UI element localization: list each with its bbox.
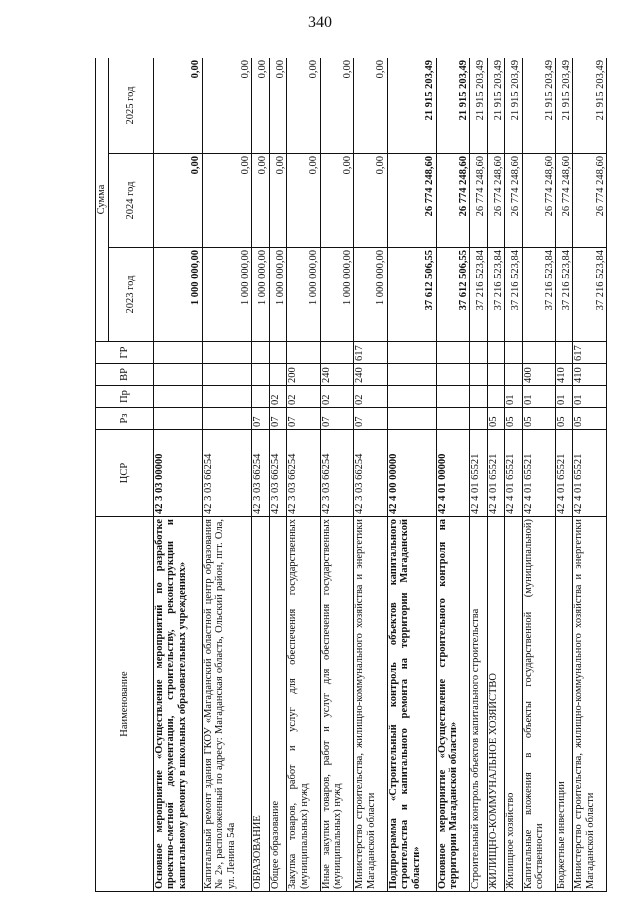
cell-2025: 0,00 xyxy=(202,58,251,154)
cell-name: Бюджетные инвестиции xyxy=(556,517,573,892)
table-row xyxy=(470,58,487,892)
cell-pr xyxy=(387,386,436,408)
header-vr: ВР xyxy=(96,364,154,386)
cell-pr: 02 xyxy=(354,386,387,408)
cell-gr xyxy=(269,342,286,364)
cell-name: ЖИЛИЩНО-КОММУНАЛЬНОЕ ХОЗЯЙСТВО xyxy=(487,517,504,892)
cell-2024: 0,00 xyxy=(269,154,286,248)
cell-pr xyxy=(252,386,269,408)
cell-vr: 240 xyxy=(354,364,387,386)
cell-gr xyxy=(287,342,320,364)
cell-gr xyxy=(487,342,504,364)
cell-name: Строительный контроль объектов капитального строительства xyxy=(470,517,487,892)
cell-vr xyxy=(470,364,487,386)
cell-2025: 21 915 203,49 xyxy=(470,58,487,154)
cell-vr: 200 xyxy=(287,364,320,386)
cell-name: Капитальные вложения в объекты государственной (муниципальной) собственности xyxy=(522,517,555,892)
cell-csr: 42 4 01 65521 xyxy=(505,430,522,517)
cell-2024: 26 774 248,60 xyxy=(573,154,607,248)
cell-2023: 1 000 000,00 xyxy=(252,248,269,342)
cell-vr xyxy=(505,364,522,386)
cell-name: Министерство строительства, жилищно-коммунального хозяйства и энергетики Магаданской области xyxy=(573,517,607,892)
cell-vr xyxy=(436,364,469,386)
cell-name: Основное мероприятие «Осуществление мероприятий по разработке проектно-сметной документации, строительству, реконструкции и капитальному ремонту в школьных образовательных учреждениях» xyxy=(153,517,202,892)
cell-rz xyxy=(436,408,469,430)
cell-rz: 07 xyxy=(252,408,269,430)
cell-gr xyxy=(202,342,251,364)
cell-vr xyxy=(269,364,286,386)
cell-2023: 1 000 000,00 xyxy=(202,248,251,342)
table-row xyxy=(487,58,504,892)
cell-2025: 0,00 xyxy=(320,58,353,154)
table-row xyxy=(252,58,269,892)
cell-vr: 410 xyxy=(556,364,573,386)
table-body xyxy=(153,58,607,892)
cell-2025: 0,00 xyxy=(287,58,320,154)
table-row xyxy=(354,58,387,892)
cell-name: Подпрограмма «Строительный контроль объектов капитального строительства и капитального ремонта на территории Магаданской области» xyxy=(387,517,436,892)
cell-2023: 37 216 523,84 xyxy=(556,248,573,342)
cell-rz xyxy=(470,408,487,430)
table-row xyxy=(573,58,607,892)
cell-2024: 0,00 xyxy=(354,154,387,248)
cell-2024: 26 774 248,60 xyxy=(487,154,504,248)
cell-csr: 42 3 03 66254 xyxy=(287,430,320,517)
cell-2023: 37 216 523,84 xyxy=(487,248,504,342)
cell-rz: 05 xyxy=(487,408,504,430)
header-csr: ЦСР xyxy=(96,430,154,517)
cell-csr: 42 3 03 66254 xyxy=(354,430,387,517)
cell-csr: 42 4 01 00000 xyxy=(436,430,469,517)
cell-pr: 01 xyxy=(556,386,573,408)
cell-2024: 26 774 248,60 xyxy=(556,154,573,248)
cell-pr: 01 xyxy=(573,386,607,408)
cell-name: ОБРАЗОВАНИЕ xyxy=(252,517,269,892)
table-row xyxy=(320,58,353,892)
cell-2023: 37 216 523,84 xyxy=(522,248,555,342)
cell-csr: 42 3 03 66254 xyxy=(320,430,353,517)
budget-table xyxy=(95,58,607,892)
cell-name: Закупка товаров, работ и услуг для обеспечения государственных (муниципальных) нужд xyxy=(287,517,320,892)
cell-gr xyxy=(387,342,436,364)
cell-csr: 42 4 01 65521 xyxy=(573,430,607,517)
cell-2023: 1 000 000,00 xyxy=(269,248,286,342)
cell-gr xyxy=(470,342,487,364)
header-2024: 2024 год xyxy=(108,154,153,248)
cell-rz: 05 xyxy=(556,408,573,430)
table-row xyxy=(202,58,251,892)
table-row xyxy=(522,58,555,892)
cell-rz: 07 xyxy=(269,408,286,430)
cell-2023: 37 216 523,84 xyxy=(573,248,607,342)
cell-csr: 42 4 01 65521 xyxy=(470,430,487,517)
cell-gr xyxy=(522,342,555,364)
cell-rz: 07 xyxy=(320,408,353,430)
cell-2024: 26 774 248,60 xyxy=(436,154,469,248)
cell-csr: 42 3 03 00000 xyxy=(153,430,202,517)
cell-2024: 26 774 248,60 xyxy=(387,154,436,248)
cell-2024: 0,00 xyxy=(287,154,320,248)
cell-csr: 42 3 03 66254 xyxy=(252,430,269,517)
cell-vr: 400 xyxy=(522,364,555,386)
cell-rz: 05 xyxy=(522,408,555,430)
cell-2024: 26 774 248,60 xyxy=(522,154,555,248)
header-2025: 2025 год xyxy=(108,58,153,154)
cell-2025: 0,00 xyxy=(354,58,387,154)
cell-pr xyxy=(470,386,487,408)
cell-2023: 1 000 000,00 xyxy=(354,248,387,342)
header-row-1 xyxy=(96,58,109,892)
header-2023: 2023 год xyxy=(108,248,153,342)
cell-csr: 42 4 00 00000 xyxy=(387,430,436,517)
cell-2024: 0,00 xyxy=(153,154,202,248)
cell-2025: 0,00 xyxy=(269,58,286,154)
table-row xyxy=(436,58,469,892)
cell-rz xyxy=(387,408,436,430)
cell-2024: 26 774 248,60 xyxy=(505,154,522,248)
cell-rz: 07 xyxy=(287,408,320,430)
cell-rz xyxy=(153,408,202,430)
cell-name: Основное мероприятие «Осуществление строительного контроля на территории Магаданской области» xyxy=(436,517,469,892)
cell-vr xyxy=(252,364,269,386)
cell-rz: 05 xyxy=(573,408,607,430)
header-gr: ГР xyxy=(96,342,154,364)
rotated-table-frame xyxy=(95,58,607,892)
header-pr: Пр xyxy=(96,386,154,408)
cell-2024: 0,00 xyxy=(320,154,353,248)
cell-2023: 1 000 000,00 xyxy=(320,248,353,342)
cell-2025: 21 915 203,49 xyxy=(436,58,469,154)
cell-csr: 42 4 01 65521 xyxy=(522,430,555,517)
cell-2023: 37 216 523,84 xyxy=(470,248,487,342)
cell-2023: 37 612 506,55 xyxy=(387,248,436,342)
cell-2024: 0,00 xyxy=(202,154,251,248)
cell-vr xyxy=(487,364,504,386)
table-row xyxy=(287,58,320,892)
header-rz: Рз xyxy=(96,408,154,430)
cell-2025: 21 915 203,49 xyxy=(505,58,522,154)
cell-vr xyxy=(202,364,251,386)
cell-pr: 01 xyxy=(505,386,522,408)
cell-pr: 02 xyxy=(269,386,286,408)
table-row xyxy=(269,58,286,892)
cell-2023: 37 612 506,55 xyxy=(436,248,469,342)
cell-pr xyxy=(202,386,251,408)
page-number: 340 xyxy=(308,14,332,31)
cell-vr: 410 xyxy=(573,364,607,386)
table-row xyxy=(556,58,573,892)
cell-pr xyxy=(436,386,469,408)
cell-vr xyxy=(387,364,436,386)
cell-gr xyxy=(556,342,573,364)
cell-name: Министерство строительства, жилищно-коммунального хозяйства и энергетики Магаданской области xyxy=(354,517,387,892)
cell-rz: 07 xyxy=(354,408,387,430)
cell-2025: 21 915 203,49 xyxy=(387,58,436,154)
cell-name: Капитальный ремонт здания ГКОУ «Магаданский областной центр образования № 2», расположенный по адресу: Магаданская область, Ольский район, пгт. Ола, ул. Ленина 54а xyxy=(202,517,251,892)
cell-gr xyxy=(153,342,202,364)
table-row xyxy=(387,58,436,892)
header-name: Наименование xyxy=(96,517,154,892)
cell-gr xyxy=(436,342,469,364)
cell-rz: 05 xyxy=(505,408,522,430)
cell-gr: 617 xyxy=(573,342,607,364)
cell-2024: 0,00 xyxy=(252,154,269,248)
cell-name: Общее образование xyxy=(269,517,286,892)
cell-csr: 42 3 03 66254 xyxy=(202,430,251,517)
cell-csr: 42 4 01 65521 xyxy=(487,430,504,517)
cell-2025: 21 915 203,49 xyxy=(487,58,504,154)
cell-2023: 1 000 000,00 xyxy=(153,248,202,342)
cell-gr xyxy=(252,342,269,364)
cell-name: Жилищное хозяйство xyxy=(505,517,522,892)
cell-2025: 0,00 xyxy=(153,58,202,154)
cell-vr: 240 xyxy=(320,364,353,386)
cell-gr: 617 xyxy=(354,342,387,364)
cell-pr: 02 xyxy=(287,386,320,408)
cell-pr xyxy=(153,386,202,408)
cell-2024: 26 774 248,60 xyxy=(470,154,487,248)
cell-pr: 02 xyxy=(320,386,353,408)
cell-2025: 0,00 xyxy=(252,58,269,154)
cell-2023: 1 000 000,00 xyxy=(287,248,320,342)
cell-2025: 21 915 203,49 xyxy=(573,58,607,154)
table-row xyxy=(505,58,522,892)
cell-vr xyxy=(153,364,202,386)
cell-gr xyxy=(320,342,353,364)
header-sum: Сумма xyxy=(96,58,109,342)
cell-2023: 37 216 523,84 xyxy=(505,248,522,342)
cell-csr: 42 4 01 65521 xyxy=(556,430,573,517)
cell-2025: 21 915 203,49 xyxy=(556,58,573,154)
cell-pr: 01 xyxy=(522,386,555,408)
cell-rz xyxy=(202,408,251,430)
table-row xyxy=(153,58,202,892)
cell-2025: 21 915 203,49 xyxy=(522,58,555,154)
cell-pr xyxy=(487,386,504,408)
cell-name: Иные закупки товаров, работ и услуг для обеспечения государственных (муниципальных) нужд xyxy=(320,517,353,892)
cell-gr xyxy=(505,342,522,364)
cell-csr: 42 3 03 66254 xyxy=(269,430,286,517)
